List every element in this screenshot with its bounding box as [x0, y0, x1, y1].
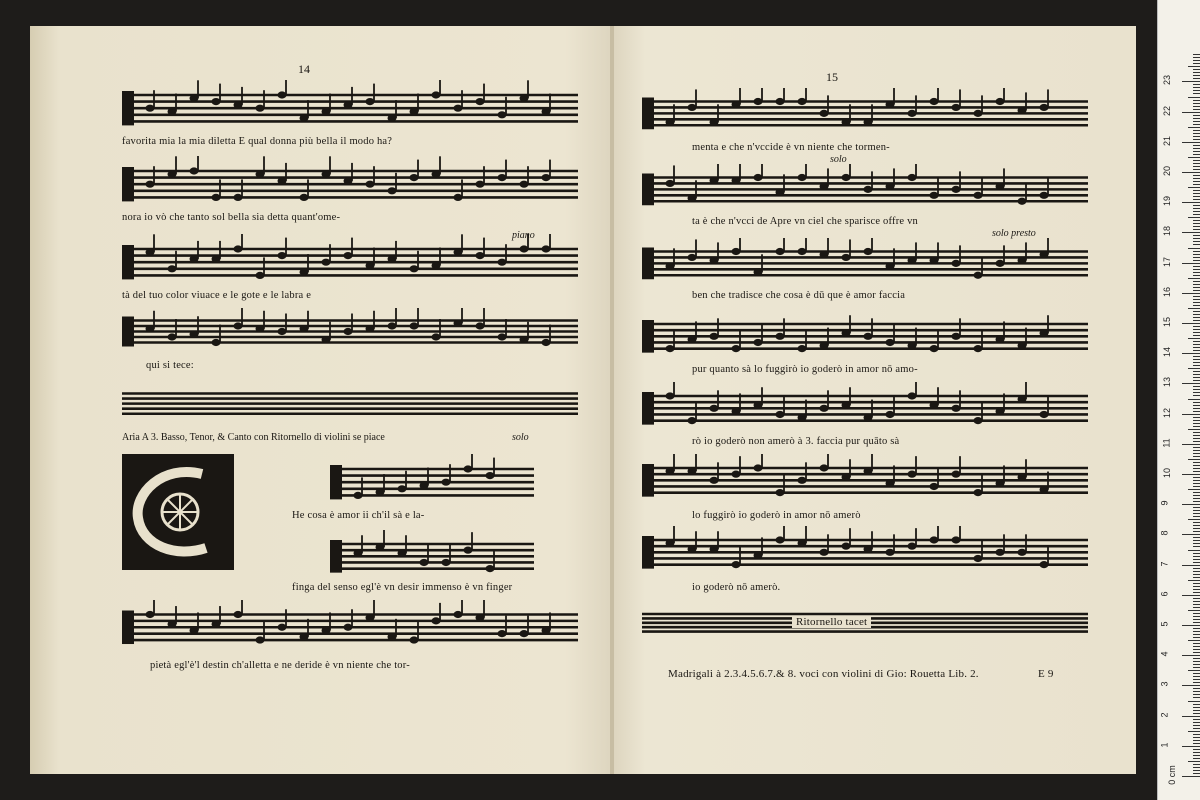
music-staff — [614, 164, 1136, 218]
lyric-line: rò io goderò non amerò à 3. faccia pur quāto sà — [692, 436, 900, 447]
empty-staff — [30, 382, 612, 428]
clef-icon — [642, 98, 654, 130]
ruler-tick — [1182, 112, 1200, 113]
ruler-tick — [1182, 746, 1200, 747]
ruler-tick — [1182, 263, 1200, 264]
lyric-line: menta e che n'vccide è vn niente che tormen- — [692, 142, 890, 153]
ruler-label: 2 — [1159, 712, 1170, 718]
lyric-line: io goderò nō amerò. — [692, 582, 781, 593]
ruler-label: 12 — [1162, 407, 1173, 418]
music-staff — [30, 156, 612, 216]
right-page — [614, 26, 1136, 774]
lyric-line: nora io vò che tanto sol bella sia detta quant'ome- — [122, 212, 341, 223]
page-number-right: 15 — [826, 70, 838, 84]
signature-mark: E 9 — [1038, 668, 1054, 680]
ruler-tick — [1182, 534, 1200, 535]
lyric-line: tà del tuo color viuace e le gote e le labra e — [122, 290, 312, 301]
lyric-line: qui si tece: — [146, 360, 194, 371]
ruler-label: 20 — [1162, 165, 1173, 177]
ruler-label: 9 — [1159, 500, 1170, 506]
ruler-label: 15 — [1162, 316, 1173, 328]
music-staff — [30, 308, 612, 358]
music-staff — [614, 238, 1136, 292]
clef-icon — [642, 464, 654, 497]
clef-icon — [122, 245, 134, 279]
lyric-line: He cosa è amor ii ch'il sà e la- — [292, 510, 425, 521]
page-footer: Madrigali à 2.3.4.5.6.7.& 8. voci con violini di Gio: Rouetta Lib. 2. — [668, 668, 979, 680]
ruler-label: 14 — [1162, 347, 1173, 358]
ruler-tick — [1182, 383, 1200, 384]
ruler-label: 8 — [1159, 530, 1170, 536]
ruler-tick — [1182, 716, 1200, 717]
ruler-tick — [1182, 685, 1200, 686]
clef-icon — [122, 167, 134, 201]
solo-marking: solo — [512, 432, 529, 443]
lyric-line: lo fuggirò io goderò in amor nō amerò — [692, 510, 861, 521]
clef-icon — [642, 320, 654, 353]
ruler-label: 11 — [1161, 438, 1172, 448]
ruler-label: 18 — [1162, 226, 1173, 237]
clef-icon — [642, 248, 654, 280]
ruler-label: 6 — [1159, 591, 1170, 597]
ruler-tick — [1182, 172, 1200, 173]
lyric-line: finga del senso egl'è vn desir immenso è vn finger — [292, 582, 513, 593]
ruler-label: 17 — [1162, 256, 1173, 267]
decorated-initial-c — [122, 454, 234, 570]
ruler-label: 10 — [1162, 467, 1173, 479]
music-staff — [30, 234, 612, 294]
clef-icon — [642, 392, 654, 425]
ruler-tick — [1182, 232, 1200, 233]
music-staff — [238, 454, 568, 514]
ruler-label: 0 cm — [1166, 765, 1177, 785]
left-page — [30, 26, 612, 774]
clef-icon — [330, 540, 342, 573]
solo-presto-marking: solo presto — [992, 228, 1036, 239]
ruler-tick — [1182, 414, 1200, 415]
lyric-line: ta è che n'vcci de Apre vn ciel che sparisce offre vn — [692, 216, 918, 227]
ruler-tick — [1182, 202, 1200, 203]
music-staff — [614, 310, 1136, 366]
ruler-label: 21 — [1162, 135, 1173, 146]
clef-icon — [122, 611, 134, 645]
page-number-left: 14 — [298, 62, 310, 76]
ruler-tick — [1182, 323, 1200, 324]
ruler-label: 3 — [1159, 681, 1170, 687]
measurement-ruler — [1157, 0, 1200, 800]
ruler-label: 16 — [1162, 286, 1173, 297]
lyric-line: ben che tradisce che cosa è dū que è amor faccia — [692, 290, 906, 301]
ritornello-staff — [614, 604, 1136, 644]
ruler-tick — [1182, 444, 1200, 445]
ruler-tick — [1182, 142, 1200, 143]
ruler-tick — [1182, 595, 1200, 596]
ruler-tick — [1182, 353, 1200, 354]
clef-icon — [642, 536, 654, 569]
clef-icon — [330, 465, 342, 499]
lyric-line: pietà egl'è'l destin ch'alletta e ne deride è vn niente che tor- — [150, 660, 410, 671]
lyric-line: favorita mia la mia diletta E qual donna più bella il modo ha? — [122, 136, 393, 147]
ruler-tick — [1182, 504, 1200, 505]
music-staff — [614, 526, 1136, 582]
ruler-label: 13 — [1162, 377, 1173, 388]
clef-icon — [642, 174, 654, 206]
ruler-label: 22 — [1162, 105, 1173, 116]
clef-icon — [122, 91, 134, 125]
solo-marking: solo — [830, 154, 847, 165]
music-staff — [30, 80, 612, 140]
clef-icon — [122, 317, 134, 347]
ruler-tick — [1182, 655, 1200, 656]
open-book — [22, 26, 1142, 774]
ruler-label: 7 — [1159, 561, 1170, 567]
ruler-label: 19 — [1162, 196, 1173, 207]
dynamic-marking: piano — [512, 230, 535, 241]
ruler-tick — [1182, 565, 1200, 566]
music-staff — [614, 382, 1136, 438]
music-staff — [238, 530, 568, 586]
ruler-label: 4 — [1159, 651, 1170, 657]
ruler-label: 5 — [1159, 621, 1170, 627]
ruler-tick — [1182, 293, 1200, 294]
music-staff — [614, 88, 1136, 142]
ruler-tick — [1182, 81, 1200, 82]
music-staff — [30, 600, 612, 658]
ruler-tick — [1182, 776, 1200, 777]
ruler-tick — [1182, 625, 1200, 626]
lyric-line: pur quanto sà lo fuggirò io goderò in amor nō amo- — [692, 364, 918, 375]
music-staff — [614, 454, 1136, 510]
ruler-tick — [1182, 474, 1200, 475]
ruler-label: 23 — [1162, 75, 1173, 86]
ritornello-label: Ritornello tacet — [792, 616, 871, 628]
aria-heading: Aria A 3. Basso, Tenor, & Canto con Ritornello di violini se piace — [122, 432, 385, 443]
ruler-label: 1 — [1159, 742, 1170, 748]
